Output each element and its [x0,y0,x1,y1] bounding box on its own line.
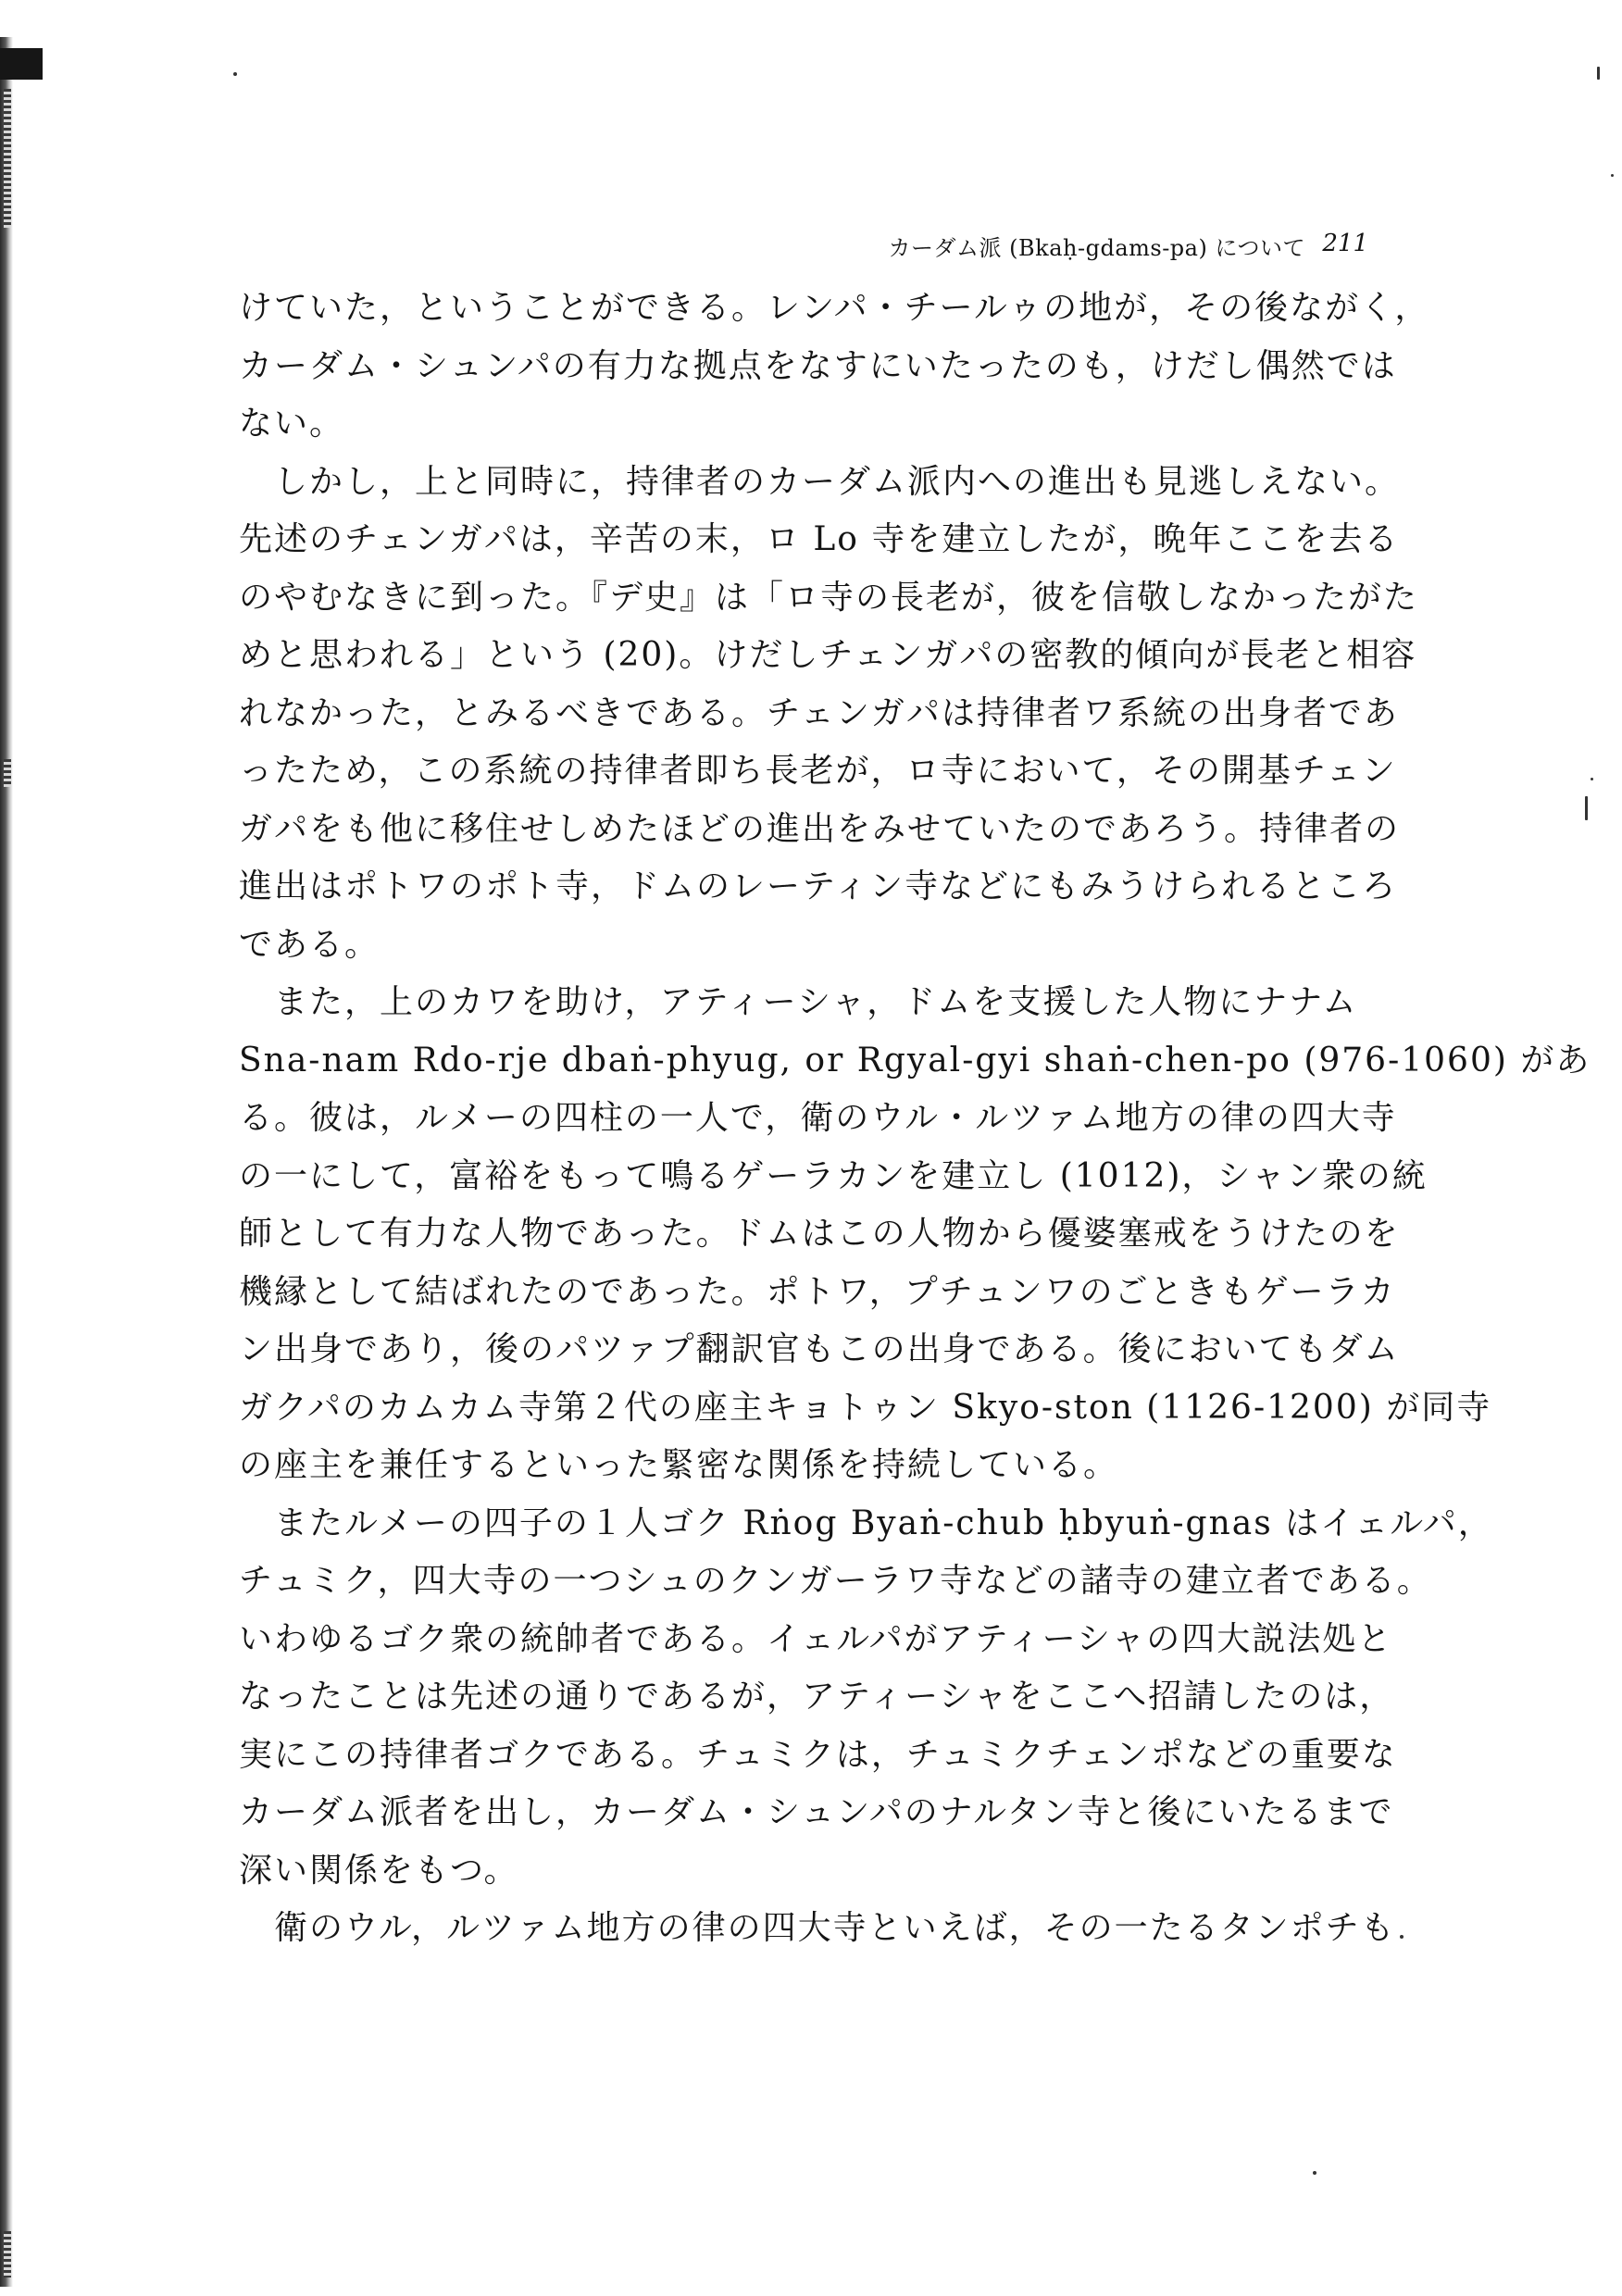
text-line: なったことは先述の通りであるが，アティーシャをここへ招請したのは， [239,1678,1395,1716]
scan-speck [1313,2171,1316,2175]
scan-edge-shadow [0,37,13,2287]
text-line: ない。 [239,405,345,443]
text-line: しかし，上と同時に，持律者のカーダム派内への進出も見逃しえない。 [239,462,1401,501]
text-line: めと思われる」という (20)。けだしチェンガパの密教的傾向が長老と相容 [239,636,1417,674]
text-line: の座主を兼任するといった緊密な関係を持続している。 [239,1446,1119,1484]
text-line: 機縁として結ばれたのであった。ポトワ，プチュンワのごときもゲーラカ [239,1272,1396,1311]
scan-edge-stripe [4,2231,11,2277]
text-line: ン出身であり，後のパツァプ翻訳官もこの出身である。後においてもダム [239,1330,1400,1368]
text-line: チュミク，四大寺の一つシュのクンガーラワ寺などの諸寺の建立者である。 [239,1562,1432,1600]
text-line: 実にこの持律者ゴクである。チュミクは，チュミクチェンポなどの重要な [239,1735,1397,1774]
text-line: けていた，ということができる。レンパ・チールゥの地が，その後ながく， [239,289,1430,327]
scan-edge-block [0,48,43,80]
text-line: ガクパのカムカム寺第２代の座主キョトゥン Skyo-ston (1126-1200) が同寺 [239,1388,1492,1427]
scan-speck [1597,67,1600,80]
running-header-title: カーダム派 (Bkaḥ-gdams-pa) について [888,235,1305,261]
scan-edge-stripe [4,759,11,787]
scan-speck [1611,174,1614,177]
text-line: また，上のカワを助け，アティーシャ，ドムを支援した人物にナナム [239,983,1358,1021]
text-line: である。 [239,925,381,964]
scan-speck [233,72,237,76]
text-line: れなかった，とみるべきである。チェンガパは持律者ワ系統の出身者であ [239,693,1399,732]
text-line: 衛のウル，ルツァム地方の律の四大寺といえば，その一たるタンポチも [239,1909,1396,1947]
scan-speck [1585,796,1588,820]
scan-speck [1400,1935,1404,1939]
scan-speck [1591,778,1593,780]
text-line: のやむなきに到った。『デ史』は「ロ寺の長老が，彼を信敬しなかったがた [239,578,1419,617]
text-line: 師として有力な人物であった。ドムはこの人物から優婆塞戒をうけたのを [239,1215,1400,1253]
scan-edge-stripe [4,89,11,228]
text-line: カーダム・シュンパの有力な拠点をなすにいたったのも，けだし偶然では [239,346,1397,385]
text-line: カーダム派者を出し，カーダム・シュンパのナルタン寺と後にいたるまで [239,1793,1394,1831]
text-line: いわゆるゴク衆の統帥者である。イェルパがアティーシャの四大説法処と [239,1619,1393,1658]
text-line: 深い関係をもつ。 [239,1851,519,1890]
body-text [239,280,1591,2150]
text-line: 進出はポトワのポト寺，ドムのレーティン寺などにもみうけられるところ [239,867,1398,905]
text-line: ガパをも他に移住せしめたほどの進出をみせていたのであろう。持律者の [239,809,1401,848]
text-line: 先述のチェンガパは，辛苦の末，ロ Lo 寺を建立したが，晩年ここを去る [239,520,1400,558]
text-line: Sna-nam Rdo-rje dbaṅ-phyug, or Rgyal-gyi shaṅ-chen-po (976-1060) があ [239,1041,1591,1079]
text-line: の一にして，富裕をもって鳴るゲーラカンを建立し (1012)，シャン衆の統 [239,1156,1428,1195]
text-line: またルメーの四子の１人ゴク Rṅog Byaṅ-chub ḥbyuṅ-gnas はイェルパ， [239,1504,1493,1542]
text-line: る。彼は，ルメーの四柱の一人で，衛のウル・ルツァム地方の律の四大寺 [239,1099,1397,1137]
page-number: 211 [1322,230,1368,257]
text-line: ったため，この系統の持律者即ち長老が，ロ寺において，その開基チェン [239,752,1397,790]
